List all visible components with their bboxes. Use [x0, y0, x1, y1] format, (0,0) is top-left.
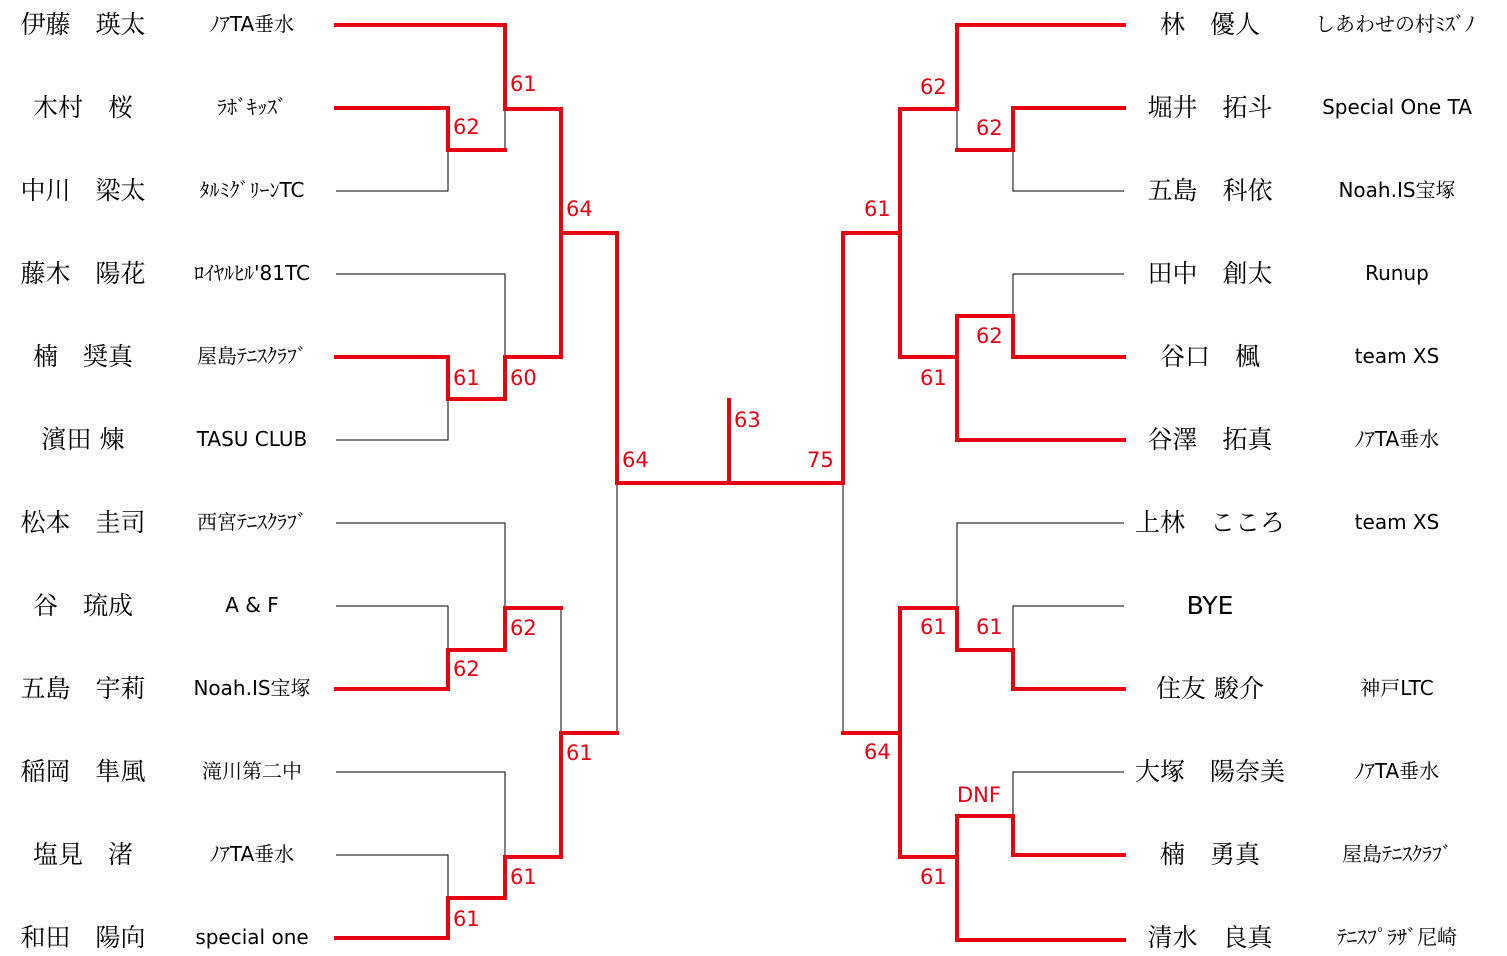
winner-path-tanizawa: [957, 357, 1124, 440]
bracket-lines-lost: [336, 109, 1124, 898]
left-player-6-name: 濱田 煉: [41, 425, 125, 454]
left-player-3-club: ﾀﾙﾐｸﾞﾘｰﾝTC: [199, 178, 305, 202]
loser-path-tani: [336, 606, 448, 650]
loser-path-inaoka: [336, 772, 505, 857]
score-final: 63: [734, 408, 761, 432]
right-player-11-club: 屋島ﾃﾆｽｸﾗﾌﾞ: [1342, 842, 1452, 866]
score-right-r3-2: 64: [864, 740, 891, 764]
right-player-3-name: 五島 科依: [1147, 176, 1273, 205]
final-path-right: [729, 233, 843, 483]
right-player-6-name: 谷澤 拓真: [1147, 425, 1273, 454]
score-right-r1-1: 62: [976, 116, 1003, 140]
right-draw: [1135, 10, 1475, 952]
score-left-r1-4: 61: [453, 907, 480, 931]
winner-path-kusunoki-y: [900, 733, 1124, 857]
left-player-1-name: 伊藤 瑛太: [20, 10, 146, 39]
left-player-8-club: A & F: [225, 593, 279, 617]
score-left-r3-2: 61: [566, 741, 593, 765]
score-right-r1-4: DNF: [957, 783, 1001, 807]
loser-path-nakagawa: [336, 150, 448, 191]
score-right-r2-3: 61: [920, 615, 947, 639]
score-left-semifinal: 64: [622, 448, 649, 472]
bracket-lines-won: [336, 25, 1124, 940]
score-left-r1-3: 62: [453, 657, 480, 681]
left-player-2-name: 木村 桜: [32, 93, 134, 122]
left-player-7-club: 西宮ﾃﾆｽｸﾗﾌﾞ: [197, 510, 307, 534]
right-player-10-club: ﾉｱTA垂水: [1354, 759, 1440, 783]
left-player-9-name: 五島 宇莉: [20, 674, 146, 703]
right-player-12-club: ﾃﾆｽﾌﾟﾗｻﾞ尼崎: [1337, 925, 1457, 949]
left-player-7-name: 松本 圭司: [20, 508, 146, 537]
left-player-5-club: 屋島ﾃﾆｽｸﾗﾌﾞ: [197, 344, 307, 368]
score-left-r1-2: 61: [453, 366, 480, 390]
score-right-r3-1: 61: [864, 197, 891, 221]
right-player-5-name: 谷口 楓: [1159, 342, 1261, 371]
right-player-1-club: しあわせの村ﾐｽﾞﾉ: [1315, 12, 1475, 36]
left-player-10-club: 滝川第二中: [202, 759, 302, 783]
right-player-5-club: team XS: [1354, 344, 1440, 368]
left-player-12-club: special one: [195, 925, 309, 949]
loser-path-matsumoto: [336, 523, 505, 608]
winner-path-taniguchi: [900, 233, 1124, 357]
left-player-11-name: 塩見 渚: [32, 840, 134, 869]
right-player-11-name: 楠 勇真: [1159, 840, 1261, 869]
score-right-r2-1: 62: [920, 75, 947, 99]
right-player-7-name: 上林 こころ: [1134, 508, 1286, 537]
score-left-r1-1: 62: [453, 115, 480, 139]
loser-path-hamada: [336, 399, 448, 440]
right-player-12-name: 清水 良真: [1147, 923, 1273, 952]
score-right-r1-3: 61: [976, 615, 1003, 639]
loser-path-shiomi: [336, 855, 448, 898]
right-player-3-club: Noah.IS宝塚: [1338, 178, 1456, 202]
score-left-r2-4: 61: [510, 865, 537, 889]
right-player-6-club: ﾉｱTA垂水: [1354, 427, 1440, 451]
right-player-2-name: 堀井 拓斗: [1147, 93, 1273, 122]
score-left-r2-2: 60: [510, 366, 537, 390]
score-left-r3-1: 64: [566, 197, 593, 221]
right-player-10-name: 大塚 陽奈美: [1134, 757, 1286, 786]
score-left-r2-1: 61: [510, 72, 537, 96]
loser-path-goto-s: [1013, 150, 1124, 191]
right-player-9-name: 住友 駿介: [1156, 674, 1264, 703]
score-right-semifinal: 75: [807, 448, 834, 472]
left-player-1-club: ﾉｱTA垂水: [209, 12, 295, 36]
right-player-7-club: team XS: [1354, 510, 1440, 534]
right-player-4-club: Runup: [1365, 261, 1429, 285]
left-player-12-name: 和田 陽向: [20, 923, 146, 952]
left-draw: [20, 10, 310, 952]
score-right-r2-4: 61: [920, 865, 947, 889]
left-player-3-name: 中川 梁太: [20, 176, 146, 205]
loser-path-bye: [1013, 606, 1124, 650]
right-player-4-name: 田中 創太: [1147, 259, 1273, 288]
loser-path-tanaka: [1013, 274, 1124, 357]
score-right-r1-2: 62: [976, 324, 1003, 348]
left-player-9-club: Noah.IS宝塚: [193, 676, 311, 700]
left-player-6-club: TASU CLUB: [196, 427, 308, 451]
right-player-9-club: 神戸LTC: [1360, 676, 1434, 700]
left-player-4-name: 藤木 陽花: [20, 259, 146, 288]
left-player-2-club: ﾗﾎﾞｷｯｽﾞ: [217, 95, 287, 119]
left-player-10-name: 稲岡 隼風: [20, 757, 146, 786]
left-player-5-name: 楠 奨真: [32, 342, 134, 371]
score-right-r2-2: 61: [920, 366, 947, 390]
left-player-8-name: 谷 琉成: [32, 591, 134, 620]
score-left-r2-3: 62: [510, 616, 537, 640]
loser-path-otsuka: [1013, 772, 1124, 816]
left-player-4-club: ﾛｲﾔﾙﾋﾙ'81TC: [194, 261, 310, 285]
loser-path-fujiki: [336, 274, 505, 357]
left-player-11-club: ﾉｱTA垂水: [209, 842, 295, 866]
loser-path-kambayashi: [957, 523, 1124, 608]
right-player-2-club: Special One TA: [1322, 95, 1472, 119]
right-player-1-name: 林 優人: [1159, 10, 1261, 39]
right-player-8-name: BYE: [1186, 591, 1234, 620]
winner-path-shimizu: [957, 857, 1124, 940]
match-scores: [453, 72, 1003, 931]
